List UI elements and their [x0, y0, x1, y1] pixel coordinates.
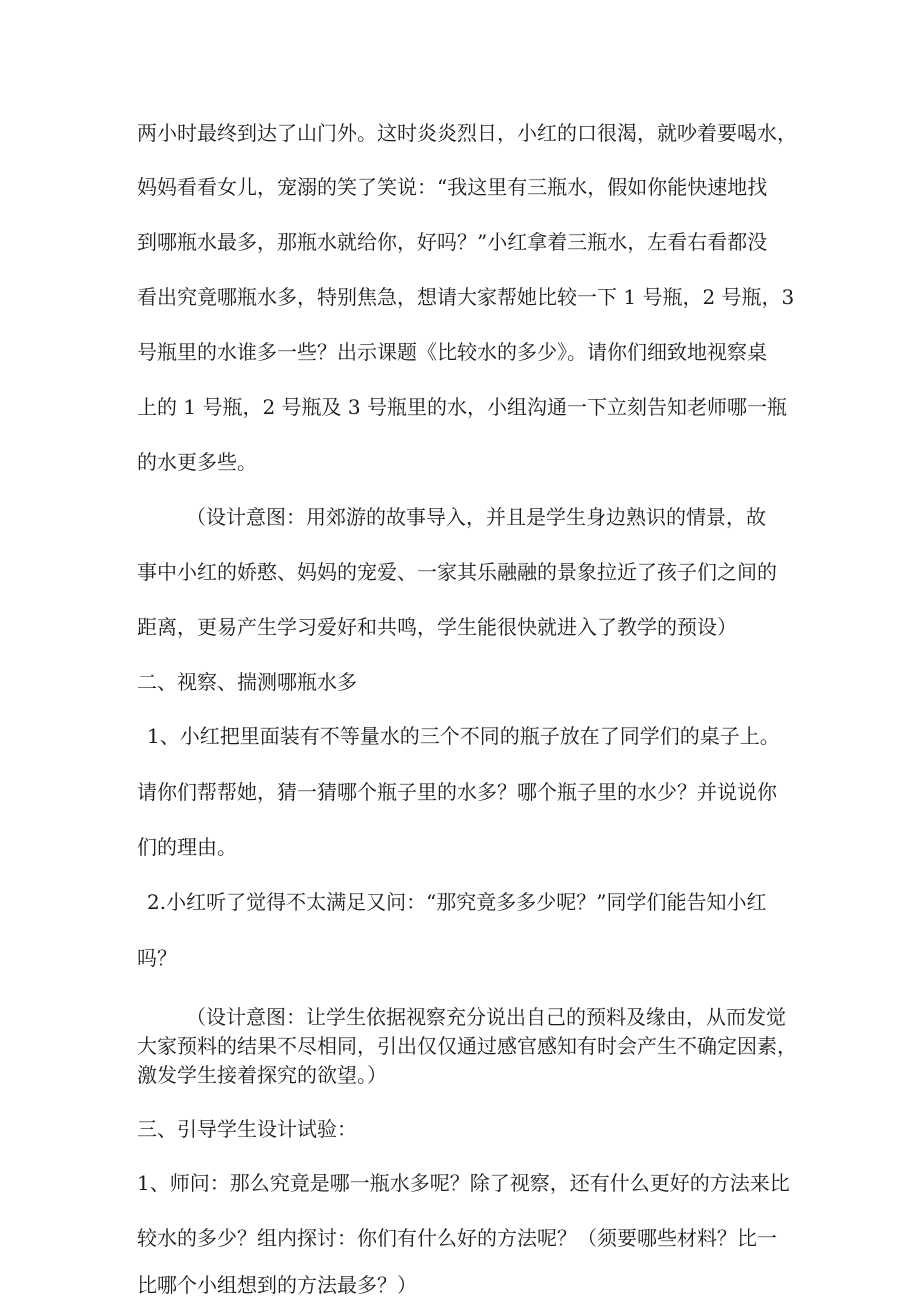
design-intent-line: 激发学生接着探究的欲望。） — [137, 1063, 387, 1087]
section-heading: 二、视察、揣测哪瓶水多 — [137, 670, 357, 694]
design-intent-line: （设计意图：用郊游的故事导入，并且是学生身边熟识的情景，故 — [186, 505, 766, 529]
list-item-line: 1、小红把里面装有不等量水的三个不同的瓶子放在了同学们的桌子上。 — [147, 724, 780, 748]
list-item-line: 们的理由。 — [137, 835, 237, 859]
text-line: 到哪瓶水最多，那瓶水就给你，好吗？”小红拿着三瓶水，左看右看都没 — [137, 230, 768, 254]
text-line: 上的 1 号瓶，2 号瓶及 3 号瓶里的水，小组沟通一下立刻告知老师哪一瓶 — [137, 395, 787, 419]
list-item-line: 较水的多少？组内探讨：你们有什么好的方法呢？（须要哪些材料？比一 — [137, 1226, 777, 1250]
list-item-line: 2.小红听了觉得不太满足又问：“那究竟多多少呢？”同学们能告知小红 — [147, 890, 767, 914]
list-item-line: 1、师问：那么究竟是哪一瓶水多呢？除了视察，还有什么更好的方法来比 — [137, 1171, 790, 1195]
text-line: 号瓶里的水谁多一些？出示课题《比较水的多少》。请你们细致地视察桌 — [137, 340, 767, 364]
list-item-line: 请你们帮帮她，猜一猜哪个瓶子里的水多？哪个瓶子里的水少？并说说你 — [137, 780, 777, 804]
design-intent-line: 大家预料的结果不尽相同，引出仅仅通过感官感知有时会产生不确定因素， — [137, 1034, 797, 1058]
text-line: 的水更多些。 — [137, 450, 257, 474]
design-intent-line: （设计意图：让学生依据视察充分说出自己的预料及缘由，从而发觉 — [186, 1005, 786, 1029]
design-intent-line: 事中小红的娇憨、妈妈的宠爱、一家其乐融融的景象拉近了孩子们之间的 — [137, 560, 777, 584]
text-line: 两小时最终到达了山门外。这时炎炎烈日，小红的口很渴，就吵着要喝水， — [137, 121, 797, 145]
section-heading: 三、引导学生设计试验： — [137, 1117, 357, 1141]
list-item-line: 吗？ — [137, 946, 177, 970]
list-item-line: 比哪个小组想到的方法最多？） — [137, 1273, 417, 1297]
design-intent-line: 距离，更易产生学习爱好和共鸣，学生能很快就进入了教学的预设） — [137, 615, 737, 639]
text-line: 看出究竟哪瓶水多，特别焦急，想请大家帮她比较一下 1 号瓶，2 号瓶，3 — [137, 285, 795, 309]
text-line: 妈妈看看女儿，宠溺的笑了笑说：“我这里有三瓶水，假如你能快速地找 — [137, 175, 768, 199]
